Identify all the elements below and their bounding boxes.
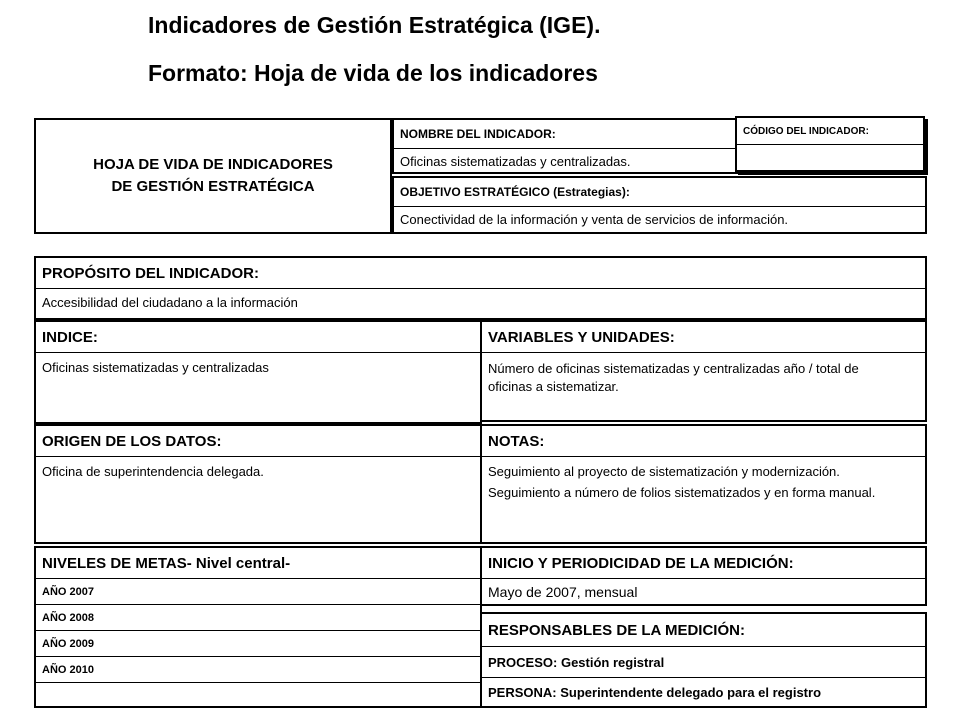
niveles-label: NIVELES DE METAS- Nivel central- <box>42 554 291 572</box>
year-2007: AÑO 2007 <box>42 585 94 598</box>
nombre-box <box>392 118 738 174</box>
origen-value: Oficina de superintendencia delegada. <box>42 464 264 479</box>
header-label-line2: DE GESTIÓN ESTRATÉGICA <box>111 178 315 195</box>
proposito-value: Accesibilidad del ciudadano a la información <box>42 295 298 310</box>
codigo-box <box>735 116 925 172</box>
responsables-label: RESPONSABLES DE LA MEDICIÓN: <box>488 621 745 639</box>
origen-label: ORIGEN DE LOS DATOS: <box>42 432 222 450</box>
year-2008: AÑO 2008 <box>42 611 94 624</box>
notas-value-2: Seguimiento a número de folios sistematizados y en forma manual. <box>488 485 876 500</box>
notas-box <box>480 424 927 544</box>
indice-value: Oficinas sistematizadas y centralizadas <box>42 360 269 375</box>
page-title: Indicadores de Gestión Estratégica (IGE). <box>148 12 601 38</box>
variables-box <box>480 320 927 422</box>
variables-label: VARIABLES Y UNIDADES: <box>488 328 675 346</box>
responsables-persona: PERSONA: Superintendente delegado para el registro <box>488 684 822 700</box>
inicio-label: INICIO Y PERIODICIDAD DE LA MEDICIÓN: <box>488 554 794 572</box>
year-2010: AÑO 2010 <box>42 663 94 676</box>
niveles-box <box>34 546 482 708</box>
variables-value: Número de oficinas sistematizadas y centralizadas año / total de oficinas a sistematizar. <box>488 361 859 394</box>
year-2009: AÑO 2009 <box>42 637 94 650</box>
nombre-label: NOMBRE DEL INDICADOR: <box>400 127 556 141</box>
proposito-label: PROPÓSITO DEL INDICADOR: <box>42 264 259 282</box>
header-label-line1: HOJA DE VIDA DE INDICADORES <box>93 156 333 173</box>
notas-value-1: Seguimiento al proyecto de sistematización y modernización. <box>488 464 840 479</box>
inicio-value: Mayo de 2007, mensual <box>488 584 638 600</box>
indice-label: INDICE: <box>42 328 98 346</box>
indice-box <box>34 320 482 424</box>
proposito-box <box>34 256 927 320</box>
nombre-value: Oficinas sistematizadas y centralizadas. <box>400 154 631 169</box>
page-subtitle: Formato: Hoja de vida de los indicadores <box>148 60 598 86</box>
responsables-proceso: PROCESO: Gestión registral <box>488 654 665 670</box>
objetivo-label: OBJETIVO ESTRATÉGICO (Estrategias): <box>400 185 630 199</box>
header-box <box>34 118 392 234</box>
origen-box <box>34 424 482 544</box>
notas-label: NOTAS: <box>488 432 545 450</box>
responsables-box <box>480 612 927 708</box>
objetivo-value: Conectividad de la información y venta de servicios de información. <box>400 212 789 227</box>
inicio-box <box>480 546 927 606</box>
objetivo-box <box>392 176 927 234</box>
codigo-label: CÓDIGO DEL INDICADOR: <box>743 125 869 137</box>
